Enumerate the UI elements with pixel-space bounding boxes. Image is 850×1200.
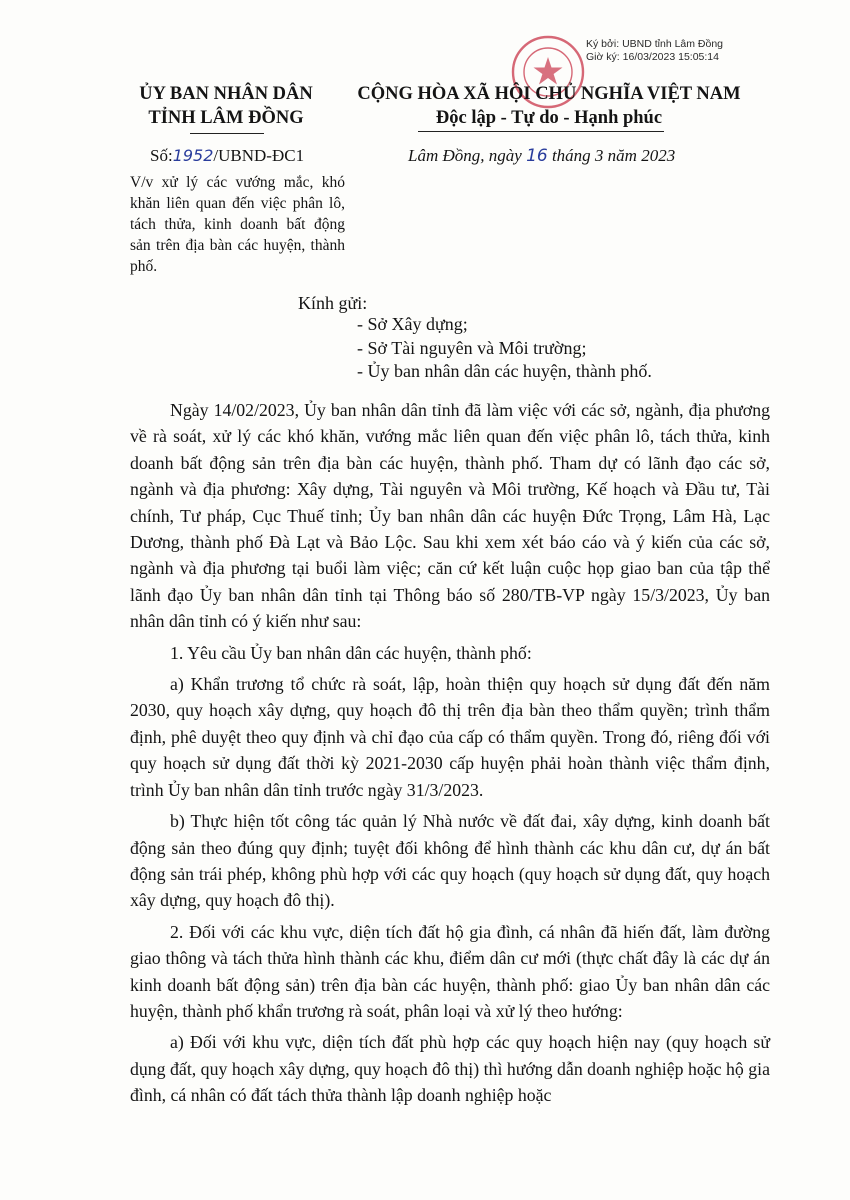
signed-time: Giờ ký: 16/03/2023 15:05:14 — [586, 51, 719, 63]
issue-date — [408, 146, 675, 166]
body-paragraph: 1. Yêu cầu Ủy ban nhân dân các huyện, thành phố: — [170, 642, 532, 663]
body-paragraph: Ngày 14/02/2023, Ủy ban nhân dân tỉnh đã làm việc với các sở, ngành, địa phương về rà soát, xử lý các khó khăn, vướng mắc liên quan đến việc phân lô, tách thửa, kinh doanh bất động sản trên địa bàn các huyện, thành phố. Tham dự có lãnh đạo các sở, ngành và địa phương: Xây dựng, Tài nguyên và Môi trường, Kế hoạch và Đầu tư, Tài chính, Tư pháp, Cục Thuế tỉnh; Ủy ban nhân dân các huyện Đức Trọng, Lâm Hà, Lạc Dương, thành phố Đà Lạt và Bảo Lộc. Sau khi xem xét báo cáo và ý kiến của các sở, ngành và địa phương tại buổi làm việc; căn cứ kết luận cuộc họp giao ban của tập thể lãnh đạo Ủy ban nhân dân tỉnh tại Thông báo số 280/TB-VP ngày 15/3/2023, Ủy ban nhân dân tỉnh có ý kiến như sau: — [130, 400, 770, 632]
national-title — [340, 82, 758, 130]
date-suffix: tháng 3 năm 2023 — [547, 146, 676, 165]
body-paragraph: a) Đối với khu vực, diện tích đất phù hợp các quy hoạch hiện nay (quy hoạch sử dụng đất, quy hoạch xây dựng, quy hoạch đô thị) thì hướng dẫn doanh nghiệp hoặc hộ gia đình, cá nhân có đất tách thửa thành lập doanh nghiệp hoặc — [130, 1032, 770, 1106]
agency-line2: TỈNH LÂM ĐỒNG — [148, 108, 304, 128]
addressee-item: - Sở Tài nguyên và Môi trường; — [357, 337, 587, 358]
country-line1: CỘNG HÒA XÃ HỘI CHỦ NGHĨA VIỆT NAM — [357, 84, 741, 104]
addressee-item: - Sở Xây dựng; — [357, 314, 468, 334]
country-line2: Độc lập - Tự do - Hạnh phúc — [435, 108, 663, 128]
body-paragraph: b) Thực hiện tốt công tác quản lý Nhà nước về đất đai, xây dựng, kinh doanh bất động sản theo đúng quy định; tuyệt đối không để hình thành các khu dân cư, dự án bất động sản trái phép, không phù hợp với các quy hoạch (quy hoạch sử dụng đất, quy hoạch xây dựng, quy hoạch đô thị). — [130, 811, 770, 911]
addressee-label: Kính gửi: — [298, 293, 368, 313]
doc-no-handwritten: 1952 — [172, 146, 214, 165]
addressee-item: - Ủy ban nhân dân các huyện, thành phố. — [357, 361, 652, 381]
motto-underline — [418, 131, 664, 132]
document-body — [130, 397, 770, 1109]
doc-no-suffix: /UBND-ĐC1 — [213, 146, 305, 165]
agency-line1: ỦY BAN NHÂN DÂN — [139, 84, 313, 104]
document-subject: V/v xử lý các vướng mắc, khó khăn liên quan đến việc phân lô, tách thửa, kinh doanh bất động sản trên địa bàn các huyện, thành phố. — [130, 174, 345, 275]
issuing-agency — [110, 82, 342, 130]
date-day-handwritten: 16 — [526, 146, 548, 166]
date-prefix: Lâm Đồng, ngày — [408, 146, 527, 165]
signed-by: Ký bởi: UBND tỉnh Lâm Đồng — [586, 38, 724, 50]
addressee-list — [357, 313, 652, 384]
body-paragraph: a) Khẩn trương tổ chức rà soát, lập, hoàn thiện quy hoạch sử dụng đất đến năm 2030, quy hoạch xây dựng, quy hoạch đô thị trên địa bàn theo thẩm quyền; trình thẩm định, phê duyệt theo quy định và chỉ đạo của cấp có thẩm quyền. Trong đó, riêng đối với quy hoạch sử dụng đất thời kỳ 2021-2030 cấp huyện phải hoàn thành việc thẩm định, trình Ủy ban nhân dân tỉnh trước ngày 31/3/2023. — [130, 674, 770, 800]
document-number — [150, 146, 304, 166]
body-paragraph: 2. Đối với các khu vực, diện tích đất hộ gia đình, cá nhân đã hiến đất, làm đường giao thông và tách thửa hình thành các khu, điểm dân cư mới (thực chất đây là các dự án kinh doanh bất động sản) trên địa bàn các huyện, thành phố: giao Ủy ban nhân dân các huyện, thành phố khẩn trương rà soát, phân loại và xử lý theo hướng: — [130, 921, 770, 1021]
digital-signature-info — [586, 38, 723, 64]
doc-no-prefix: Số: — [150, 146, 173, 165]
agency-underline — [190, 133, 264, 134]
